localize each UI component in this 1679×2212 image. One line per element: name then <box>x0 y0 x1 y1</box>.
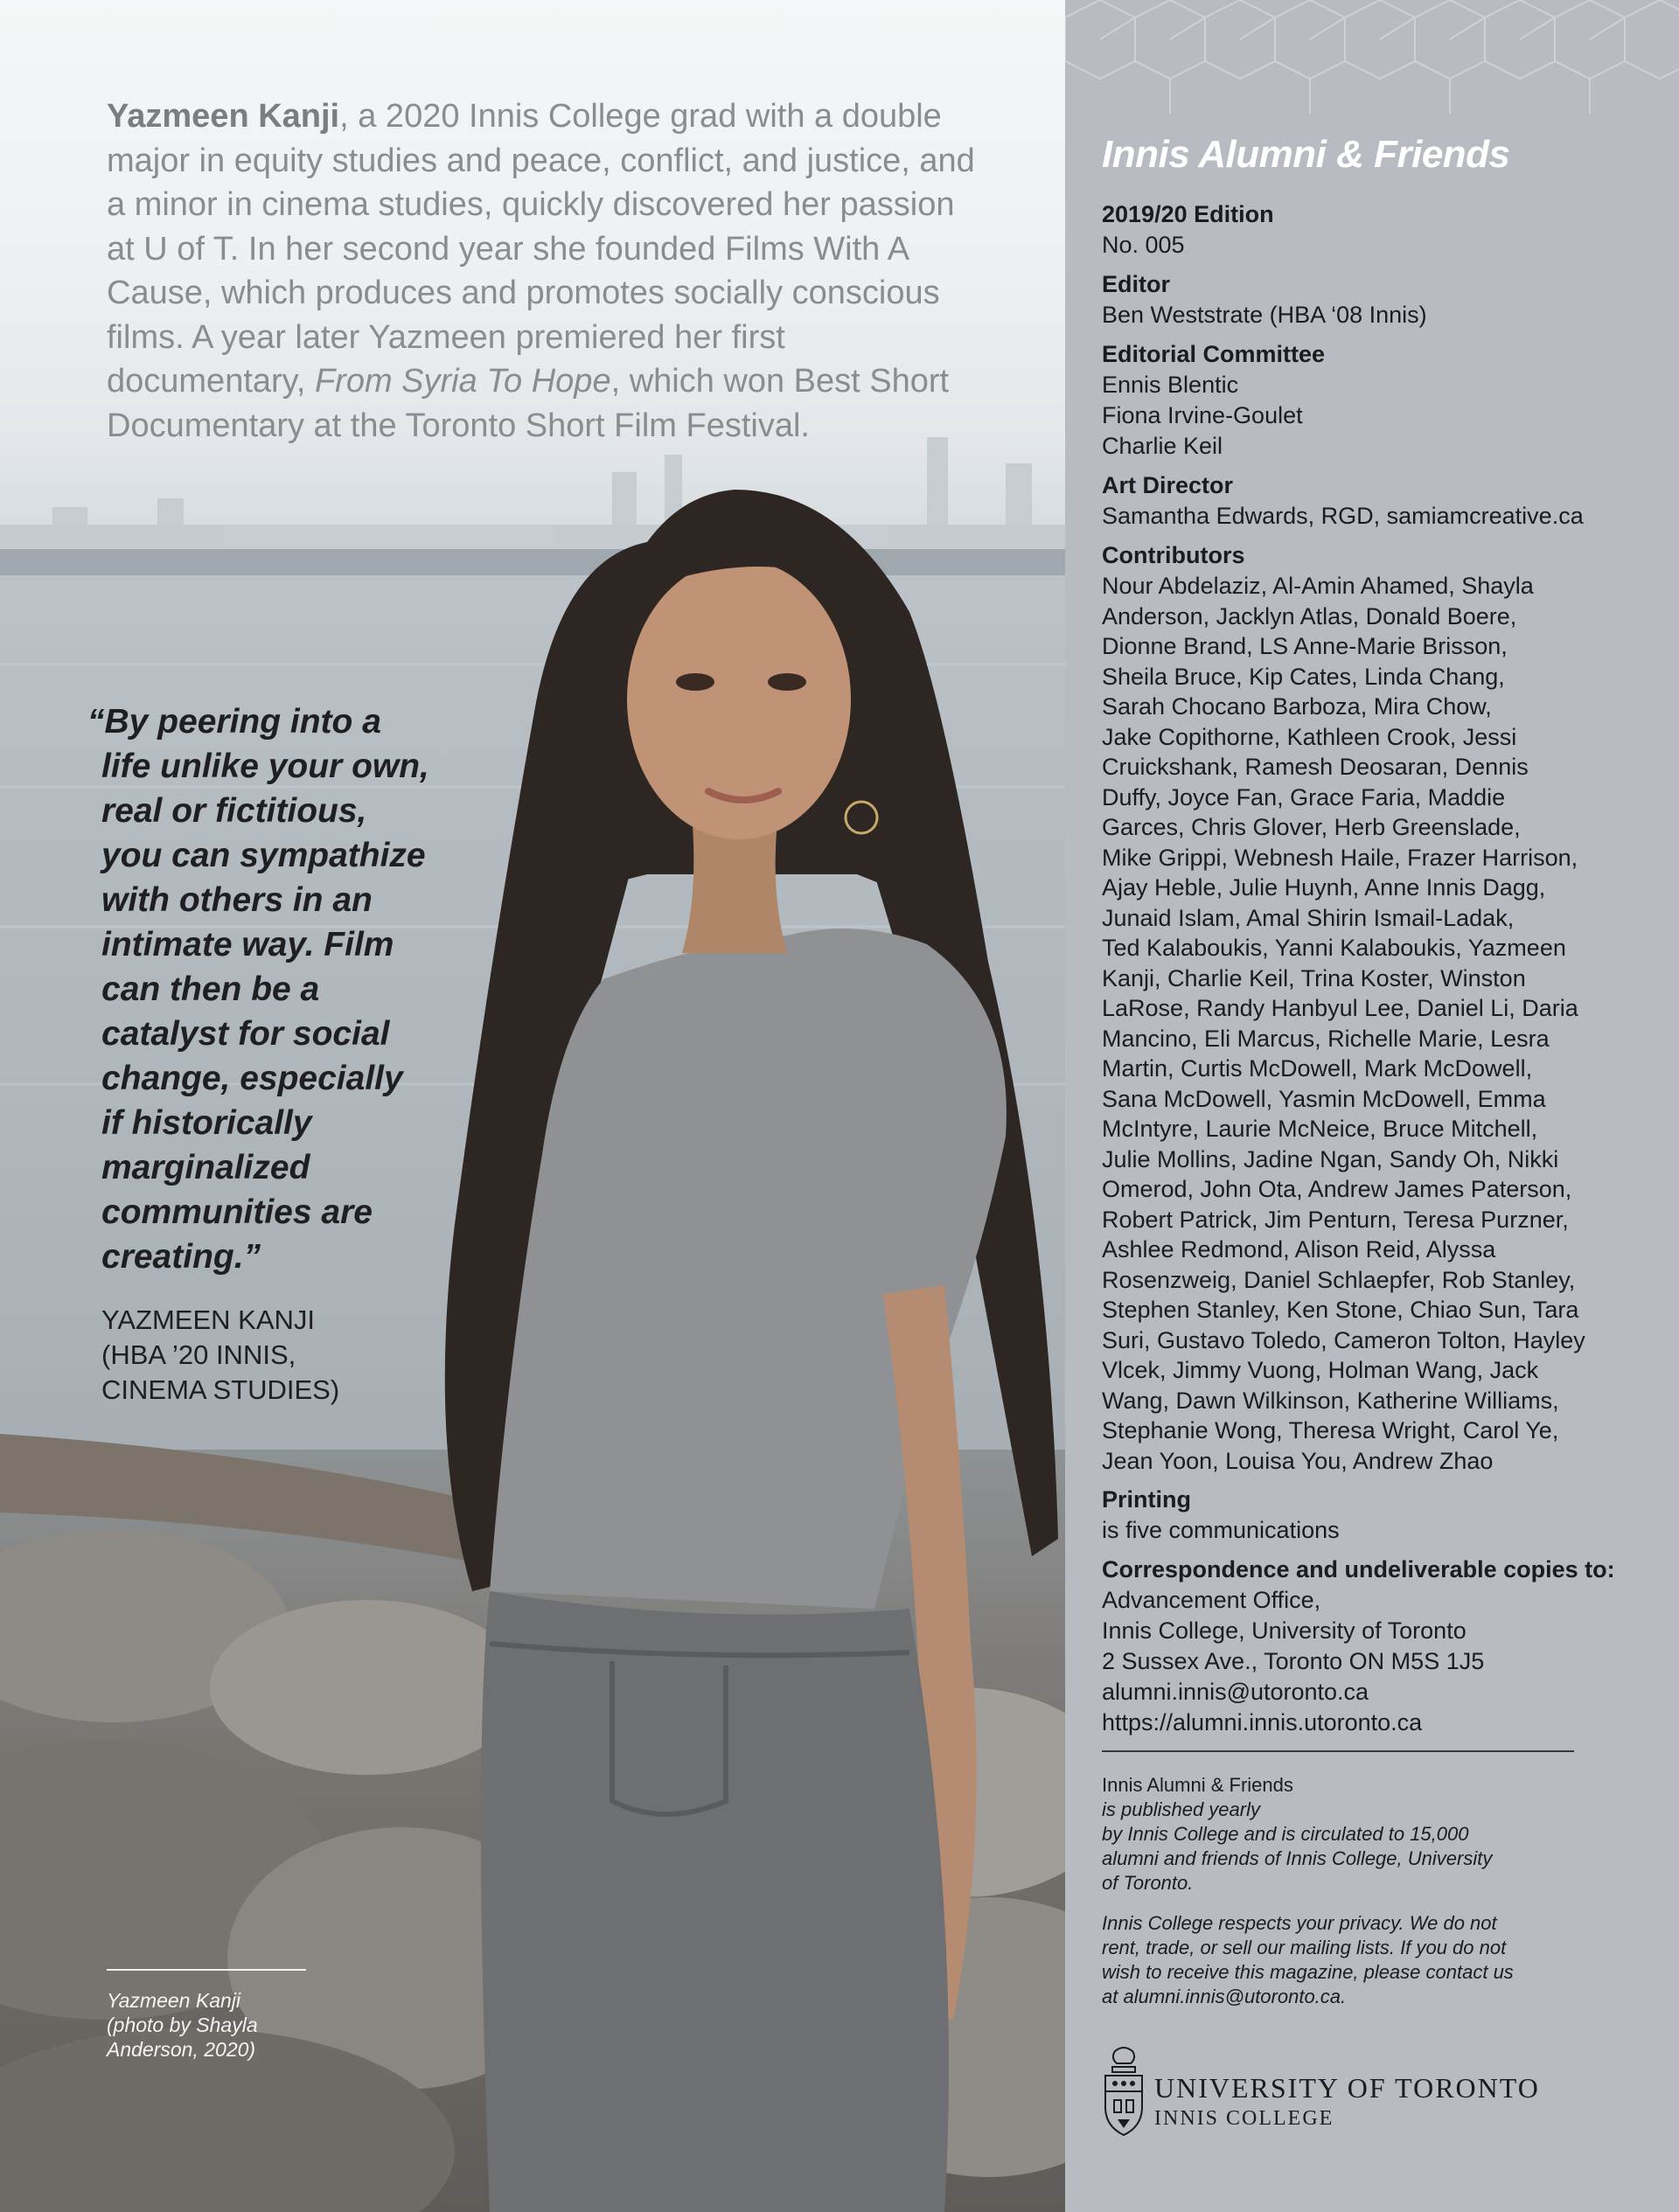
committee-member: Charlie Keil <box>1102 433 1223 459</box>
publication-note-title: Innis Alumni & Friends <box>1102 1774 1293 1796</box>
contributors-line: Vlcek, Jimmy Vuong, Holman Wang, Jack <box>1102 1357 1539 1383</box>
contributors-line: Sheila Bruce, Kip Cates, Linda Chang, <box>1102 663 1505 690</box>
pull-quote-line: can then be a <box>101 970 320 1008</box>
contributors-line: Cruickshank, Ramesh Deosaran, Dennis <box>1102 754 1529 780</box>
privacy-line: wish to receive this magazine, please contact us <box>1102 1961 1514 1983</box>
intro-film-title: From Syria To Hope <box>314 363 611 400</box>
art-director-name: Samantha Edwards, RGD, samiamcreative.ca <box>1102 503 1584 529</box>
edition-section <box>1102 199 1662 261</box>
art-director-label: Art Director <box>1102 472 1234 498</box>
contributors-line: Ajay Heble, Julie Huynh, Anne Innis Dagg, <box>1102 874 1546 901</box>
masthead-divider <box>1102 1750 1574 1752</box>
contributors-section <box>1102 540 1662 1476</box>
caption-line: Yazmeen Kanji <box>107 1989 240 2012</box>
contributors-line: Julie Mollins, Jadine Ngan, Sandy Oh, Nikki <box>1102 1145 1559 1172</box>
pull-quote <box>87 699 455 1279</box>
hexagon-pattern <box>1065 0 1679 114</box>
pull-quote-line: catalyst for social <box>101 1015 390 1053</box>
publication-title: Innis Alumni & Friends <box>1102 133 1510 176</box>
pull-quote-line: communities are <box>101 1193 373 1231</box>
publication-note-line <box>1102 1773 1662 1822</box>
correspondence-label: Correspondence and undeliverable copies to: <box>1102 1556 1615 1582</box>
pull-quote-line: real or fictitious, <box>101 792 367 830</box>
university-crest-icon <box>1102 2046 1146 2142</box>
intro-text-before: , a 2020 Innis College grad with a double major in equity studies and peace, conflict, and justice, and a minor in cinema studies, quickly discovered her passion at U of T. In her second year she founded Films With A Cause, which produces and promotes socially conscious films. A year later Yazmeen premiered her first documentary, <box>107 98 975 400</box>
privacy-note <box>1102 1911 1662 2009</box>
contributors-line: Jean Yoon, Louisa You, Andrew Zhao <box>1102 1447 1494 1474</box>
photo-caption <box>107 1988 258 2062</box>
publication-note <box>1102 1773 1662 1896</box>
contributors-label: Contributors <box>1102 542 1245 568</box>
editor-label: Editor <box>1102 271 1170 297</box>
contributors-line: Sana McDowell, Yasmin McDowell, Emma <box>1102 1085 1546 1112</box>
publication-note-line: alumni and friends of Innis College, University <box>1102 1847 1493 1869</box>
privacy-line: at alumni.innis@utoronto.ca. <box>1102 1986 1347 2007</box>
contributors-line: Kanji, Charlie Keil, Trina Koster, Winston <box>1102 964 1526 991</box>
contributors-line: Junaid Islam, Amal Shirin Ismail-Ladak, <box>1102 904 1515 931</box>
intro-name: Yazmeen Kanji <box>107 98 340 135</box>
editor-name: Ben Weststrate (HBA ‘08 Innis) <box>1102 302 1427 328</box>
committee-member: Fiona Irvine-Goulet <box>1102 402 1303 428</box>
contributors-line: Duffy, Joyce Fan, Grace Faria, Maddie <box>1102 783 1506 810</box>
attribution-line: CINEMA STUDIES) <box>101 1374 340 1405</box>
publication-note-line: of Toronto. <box>1102 1872 1194 1894</box>
address-line: Advancement Office, <box>1102 1587 1321 1613</box>
edition-number: No. 005 <box>1102 232 1185 258</box>
contributors-line: Sarah Chocano Barboza, Mira Chow, <box>1102 693 1492 720</box>
edition-label: 2019/20 Edition <box>1102 201 1274 227</box>
committee-member: Ennis Blentic <box>1102 372 1239 398</box>
university-logo <box>1102 2046 1592 2142</box>
contributors-line: Wang, Dawn Wilkinson, Katherine Williams, <box>1102 1387 1559 1414</box>
printing-section <box>1102 1485 1662 1546</box>
contributors-line: Garces, Chris Glover, Herb Greenslade, <box>1102 814 1521 840</box>
attribution-line: (HBA ’20 INNIS, <box>101 1339 296 1370</box>
pull-quote-line: life unlike your own, <box>101 748 429 785</box>
address-line: Innis College, University of Toronto <box>1102 1617 1467 1644</box>
pull-quote-line: if historically <box>101 1104 312 1142</box>
committee-label: Editorial Committee <box>1102 341 1326 367</box>
attribution-line: YAZMEEN KANJI <box>101 1304 316 1335</box>
pull-quote-line: creating.” <box>101 1238 261 1276</box>
pull-quote-line: intimate way. Film <box>101 926 394 963</box>
pull-quote-line: change, especially <box>101 1060 403 1097</box>
contributors-line: McIntyre, Laurie McNeice, Bruce Mitchell, <box>1102 1116 1538 1142</box>
address-line: 2 Sussex Ave., Toronto ON M5S 1J5 <box>1102 1648 1485 1674</box>
contributors-line: LaRose, Randy Hanbyul Lee, Daniel Li, Daria <box>1102 995 1578 1021</box>
pull-quote-line: you can sympathize <box>101 837 426 874</box>
pull-quote-line: “By peering into a <box>87 703 381 741</box>
printing-label: Printing <box>1102 1486 1191 1513</box>
contributors-line: Stephanie Wong, Theresa Wright, Carol Ye, <box>1102 1417 1559 1443</box>
intro-paragraph <box>107 94 981 448</box>
caption-line: Anderson, 2020) <box>107 2038 256 2061</box>
contributors-line: Mancino, Eli Marcus, Richelle Marie, Lesra <box>1102 1025 1550 1052</box>
contact-website[interactable]: https://alumni.innis.utoronto.ca <box>1102 1709 1423 1736</box>
masthead-sidebar <box>1065 0 1679 2212</box>
intro-text-after: , which won Best Short Documentary at the Toronto Short Film Festival. <box>107 363 950 444</box>
editorial-committee-section <box>1102 339 1662 462</box>
contributors-line: Mike Grippi, Webnesh Haile, Frazer Harrison, <box>1102 844 1578 871</box>
printing-text: is five communications <box>1102 1517 1340 1543</box>
privacy-line: rent, trade, or sell our mailing lists. If you do not <box>1102 1937 1507 1958</box>
contributors-line: Nour Abdelaziz, Al-Amin Ahamed, Shayla <box>1102 573 1534 599</box>
contributors-line: Jake Copithorne, Kathleen Crook, Jessi <box>1102 723 1517 750</box>
contributors-line: Anderson, Jacklyn Atlas, Donald Boere, <box>1102 602 1517 630</box>
contributors-line: Omerod, John Ota, Andrew James Paterson, <box>1102 1176 1572 1202</box>
contributors-line: Ted Kalaboukis, Yanni Kalaboukis, Yazmeen <box>1102 935 1566 961</box>
contributors-line: Dionne Brand, LS Anne-Marie Brisson, <box>1102 633 1508 659</box>
quote-attribution <box>101 1303 339 1408</box>
pull-quote-line: with others in an <box>101 881 373 919</box>
publication-note-line: by Innis College and is circulated to 15,000 <box>1102 1823 1469 1845</box>
contributors-list <box>1102 571 1662 1476</box>
contributors-line: Ashlee Redmond, Alison Reid, Alyssa <box>1102 1236 1496 1263</box>
contributors-line: Stephen Stanley, Ken Stone, Chiao Sun, Tara <box>1102 1297 1579 1323</box>
correspondence-section <box>1102 1555 1662 1738</box>
contributors-line: Robert Patrick, Jim Penturn, Teresa Purzner, <box>1102 1206 1569 1233</box>
privacy-line: Innis College respects your privacy. We do not <box>1102 1912 1497 1934</box>
art-director-section <box>1102 470 1662 532</box>
contributors-line: Suri, Gustavo Toledo, Cameron Tolton, Hayley <box>1102 1326 1585 1353</box>
logo-college-name: INNIS COLLEGE <box>1154 2107 1334 2130</box>
logo-university-name: UNIVERSITY OF TORONTO <box>1154 2072 1540 2104</box>
publication-note-text: is published yearly <box>1102 1798 1260 1820</box>
contact-email[interactable]: alumni.innis@utoronto.ca <box>1102 1679 1369 1705</box>
masthead-credits <box>1102 199 1662 2025</box>
caption-divider <box>107 1969 306 1971</box>
pull-quote-line: marginalized <box>101 1149 310 1186</box>
contributors-line: Rosenzweig, Daniel Schlaepfer, Rob Stanley, <box>1102 1266 1576 1293</box>
caption-line: (photo by Shayla <box>107 2014 258 2036</box>
contributors-line: Martin, Curtis McDowell, Mark McDowell, <box>1102 1055 1533 1082</box>
editor-section <box>1102 269 1662 330</box>
